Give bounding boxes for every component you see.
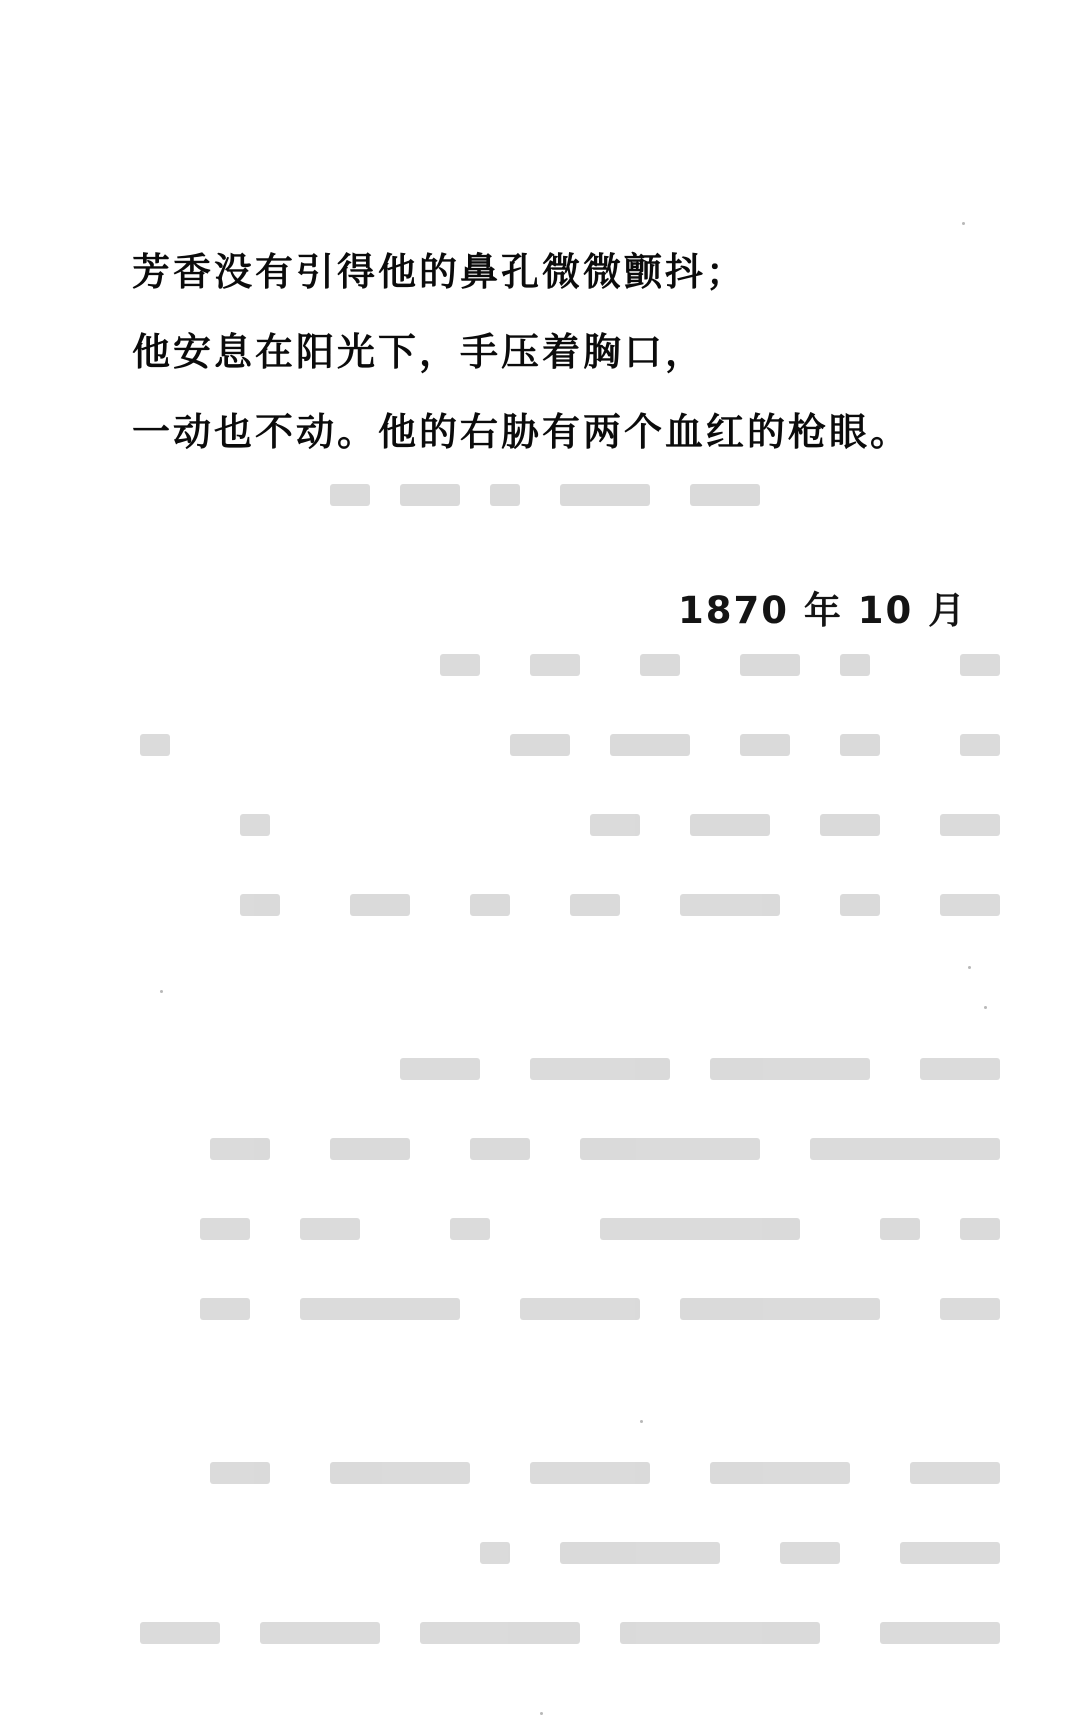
scan-speck — [968, 966, 971, 969]
scan-speck — [540, 1712, 543, 1715]
poem-line-1: 芳香没有引得他的鼻孔微微颤抖； — [132, 250, 748, 294]
scan-speck — [962, 222, 965, 225]
poem-line-2: 他安息在阳光下，手压着胸口， — [132, 330, 707, 374]
bleed-through-line — [140, 728, 1000, 762]
bleed-through-line — [400, 1052, 1000, 1086]
bleed-through-line — [200, 1292, 1000, 1326]
poem-dateline: 1870 年 10 月 — [678, 589, 968, 632]
bleed-through-line — [480, 1536, 1000, 1570]
bleed-through-line — [210, 1456, 1000, 1490]
poem-line-3: 一动也不动。他的右胁有两个血红的枪眼。 — [132, 410, 912, 454]
bleed-through-line — [240, 888, 1000, 922]
bleed-through-line — [440, 648, 1000, 682]
scan-speck — [160, 990, 163, 993]
bleed-through-line — [240, 808, 1000, 842]
scan-speck — [640, 1420, 643, 1423]
bleed-through-line — [210, 1132, 1000, 1166]
bleed-through-line — [140, 1616, 1000, 1650]
bleed-through-line — [200, 1212, 1000, 1246]
scan-speck — [984, 1006, 987, 1009]
poem-stanza — [132, 252, 1012, 492]
